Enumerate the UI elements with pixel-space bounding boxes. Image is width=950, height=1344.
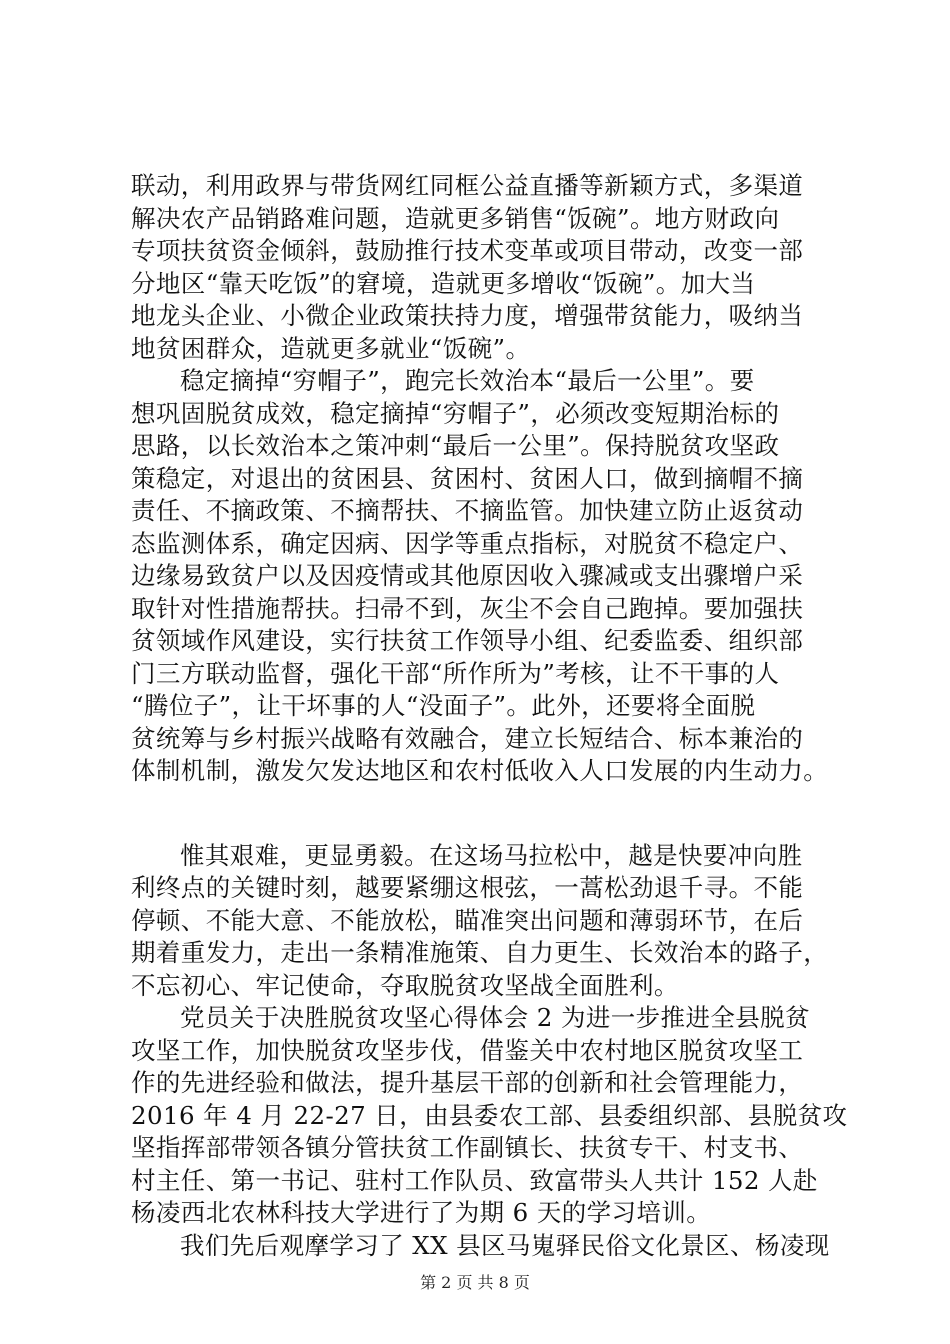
text-line: 分地区“靠天吃饭”的窘境，造就更多增收“饭碗”。加大当 xyxy=(131,268,756,298)
text-line: 我们先后观摩学习了 XX 县区马嵬驿民俗文化景区、杨凌现 xyxy=(180,1230,830,1260)
paragraph-gap xyxy=(131,788,831,840)
text-line: 思路，以长效治本之策冲刺“最后一公里”。保持脱贫攻坚政 xyxy=(131,431,780,460)
text-line: 稳定摘掉“穷帽子”，跑完长效治本“最后一公里”。要 xyxy=(180,366,755,395)
document-body xyxy=(131,170,848,1262)
text-line: 专项扶贫资金倾斜，鼓励推行技术变革或项目带动，改变一部 xyxy=(131,236,804,265)
text-line: 门三方联动监督，强化干部“所作所为”考核，让不干事的人 xyxy=(131,658,780,688)
text-line: 地龙头企业、小微企业政策扶持力度，增强带贫能力，吸纳当 xyxy=(131,301,804,330)
text-line: 利终点的关键时刻，越要紧绷这根弦，一蒿松劲退千寻。不能 xyxy=(131,873,804,902)
text-line: 联动，利用政界与带货网红同框公益直播等新颖方式，多渠道 xyxy=(131,171,804,200)
page-footer: 第 2 页 共 8 页 xyxy=(420,1273,530,1292)
text-line: 取针对性措施帮扶。扫帚不到，灰尘不会自己跑掉。要加强扶 xyxy=(131,593,804,623)
text-line: 惟其艰难，更显勇毅。在这场马拉松中，越是快要冲向胜 xyxy=(180,840,803,870)
text-line: 贫领域作风建设，实行扶贫工作领导小组、纪委监委、组织部 xyxy=(131,626,804,655)
text-line: 贫统筹与乡村振兴战略有效融合，建立长短结合、标本兼治的 xyxy=(131,723,804,753)
text-line: 责任、不摘政策、不摘帮扶、不摘监管。加快建立防止返贫动 xyxy=(131,496,804,525)
text-line: 解决农产品销路难问题，造就更多销售“饭碗”。地方财政向 xyxy=(131,203,780,233)
text-line: 党员关于决胜脱贫攻坚心得体会 2 为进一步推进全县脱贫 xyxy=(180,1003,810,1032)
text-line: 停顿、不能大意、不能放松，瞄准突出问题和薄弱环节，在后 xyxy=(131,905,804,935)
text-line: “腾位子”，让干坏事的人“没面子”。此外，还要将全面脱 xyxy=(131,691,756,720)
text-line: 边缘易致贫户以及因疫情或其他原因收入骤减或支出骤增户采 xyxy=(131,561,804,590)
text-line: 期着重发力，走出一条精准施策、自力更生、长效治本的路子， xyxy=(131,938,829,967)
text-line: 地贫困群众，造就更多就业“饭碗”。 xyxy=(131,333,531,363)
text-line: 村主任、第一书记、驻村工作队员、致富带头人共计 152 人赴 xyxy=(131,1165,818,1195)
text-line: 2016 年 4 月 22-27 日，由县委农工部、县委组织部、县脱贫攻 xyxy=(131,1100,848,1130)
text-line: 不忘初心、牢记使命，夺取脱贫攻坚战全面胜利。 xyxy=(131,970,679,1000)
text-line: 策稳定，对退出的贫困县、贫困村、贫困人口，做到摘帽不摘 xyxy=(131,463,804,493)
text-line: 想巩固脱贫成效，稳定摘掉“穷帽子”，必须改变短期治标的 xyxy=(131,398,780,428)
text-line: 态监测体系，确定因病、因学等重点指标，对脱贫不稳定户、 xyxy=(131,528,804,558)
text-line: 杨凌西北农林科技大学进行了为期 6 天的学习培训。 xyxy=(131,1198,712,1227)
text-line: 作的先进经验和做法，提升基层干部的创新和社会管理能力， xyxy=(131,1068,804,1097)
text-line: 攻坚工作，加快脱贫攻坚步伐，借鉴关中农村地区脱贫攻坚工 xyxy=(131,1035,804,1065)
text-line: 坚指挥部带领各镇分管扶贫工作副镇长、扶贫专干、村支书、 xyxy=(131,1133,804,1162)
text-line: 体制机制，激发欠发达地区和农村低收入人口发展的内生动力。 xyxy=(131,756,829,785)
text-block-1 xyxy=(131,170,831,788)
text-block-2 xyxy=(131,840,848,1263)
